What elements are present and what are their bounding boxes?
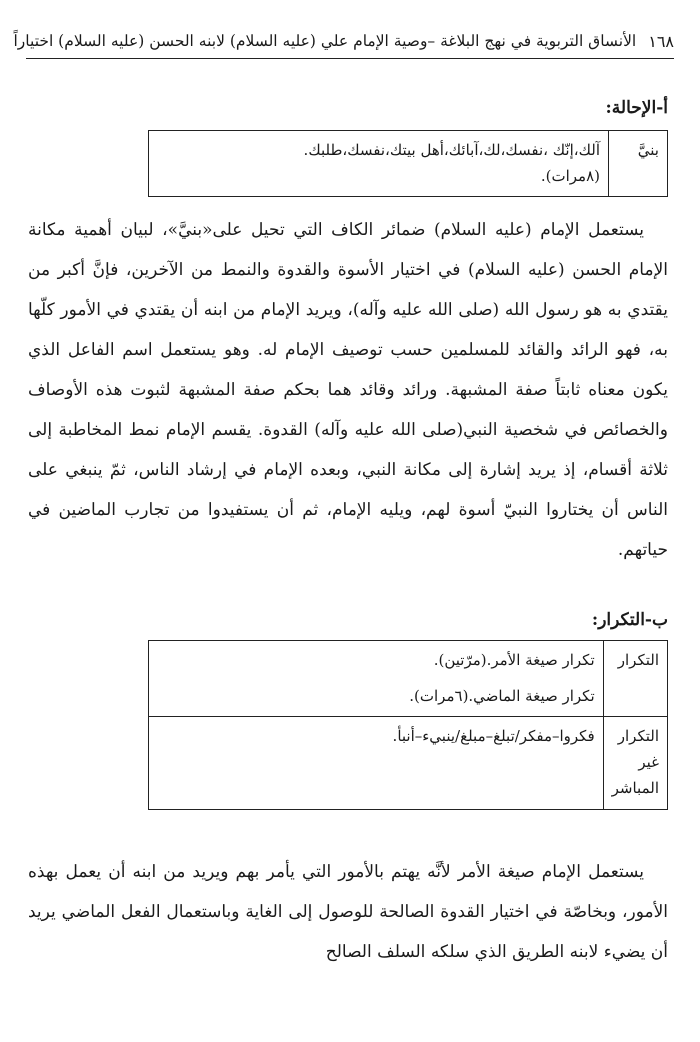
row-content xyxy=(149,641,604,717)
body-paragraph-reference xyxy=(28,210,668,570)
row-label: التكرار xyxy=(603,641,667,717)
body-paragraph-repetition xyxy=(28,852,668,972)
table-row xyxy=(149,641,668,717)
table-row xyxy=(149,131,668,197)
content-line: تكرار صيغة الأمر.(مرّتين). xyxy=(433,651,595,669)
section-heading-repetition: ب-التكرار: xyxy=(591,610,668,630)
row-label: التكرار غير المباشر xyxy=(603,716,667,809)
content-line: تكرار صيغة الماضي.(٦مرات). xyxy=(409,687,595,706)
row-content xyxy=(149,131,609,197)
row-content xyxy=(149,716,604,809)
paragraph-text: يستعمل الإمام صيغة الأمر لأنَّه يهتم بالأمور التي يأمر بهم ويريد من ابنه أن يعمل بهذه الأمور، وبخاصّة في اختيار القدوة الصالحة للوصول إلى الغاية وباستعمال الفعل الماضي يريد أن يضيء لابنه الطريق الذي سلكه السلف الصالح xyxy=(28,862,668,962)
page-number: ١٦٨ xyxy=(648,31,674,51)
section-heading-reference: أ-الإحالة: xyxy=(605,98,668,118)
repetition-table xyxy=(148,640,668,810)
running-header xyxy=(13,26,674,59)
content-line: (٨مرات). xyxy=(540,167,600,186)
reference-table xyxy=(148,130,668,197)
content-line: آلك،إنّك ،نفسك،لك،آبائك،أهل بيتك،نفسك،طلبك. xyxy=(303,141,600,159)
paragraph-text: يستعمل الإمام (عليه السلام) ضمائر الكاف التي تحيل على«بنيَّ»، لبيان أهمية مكانة الإمام الحسن (عليه السلام) في اختيار الأسوة والقدوة والنمط من الآخرين، فإنَّ أكبر من يقتدي به هو رسول الله (صلى الله عليه وآله)، ويريد الإمام من ابنه أن يقتدي في الأمور كلّها به، فهو الرائد والقائد للمسلمين حسب توصيف الإمام له. وهو يستعمل اسم الفاعل الذي يكون معناه ثابتاً صفة المشبهة. ورائد وقائد هما بحكم صفة المشبهة لثبوت هذه الأوصاف والخصائص في شخصية النبي(صلى الله عليه وآله) القدوة. يقسم الإمام نمط المخاطبة إلى ثلاثة أقسام، إذ يريد إشارة إلى مكانة النبي، وبعده الإمام في إرشاد الناس، ثمّ ينبغي على الناس أن يختاروا النبيّ أسوة لهم، ويليه الإمام، ثم أن يستفيدوا من تجارب الماضين في حياتهم. xyxy=(28,220,668,560)
running-title: الأنساق التربوية في نهج البلاغة –وصية الإمام علي (عليه السلام) لابنه الحسن (عليه السلام) اختياراً xyxy=(13,32,637,50)
table-row xyxy=(149,716,668,809)
row-label: بنيَّ xyxy=(609,131,668,197)
content-line: فكروا–مفكر/تبلغ–مبلغ/ينبيء–أنبأ. xyxy=(392,726,595,745)
